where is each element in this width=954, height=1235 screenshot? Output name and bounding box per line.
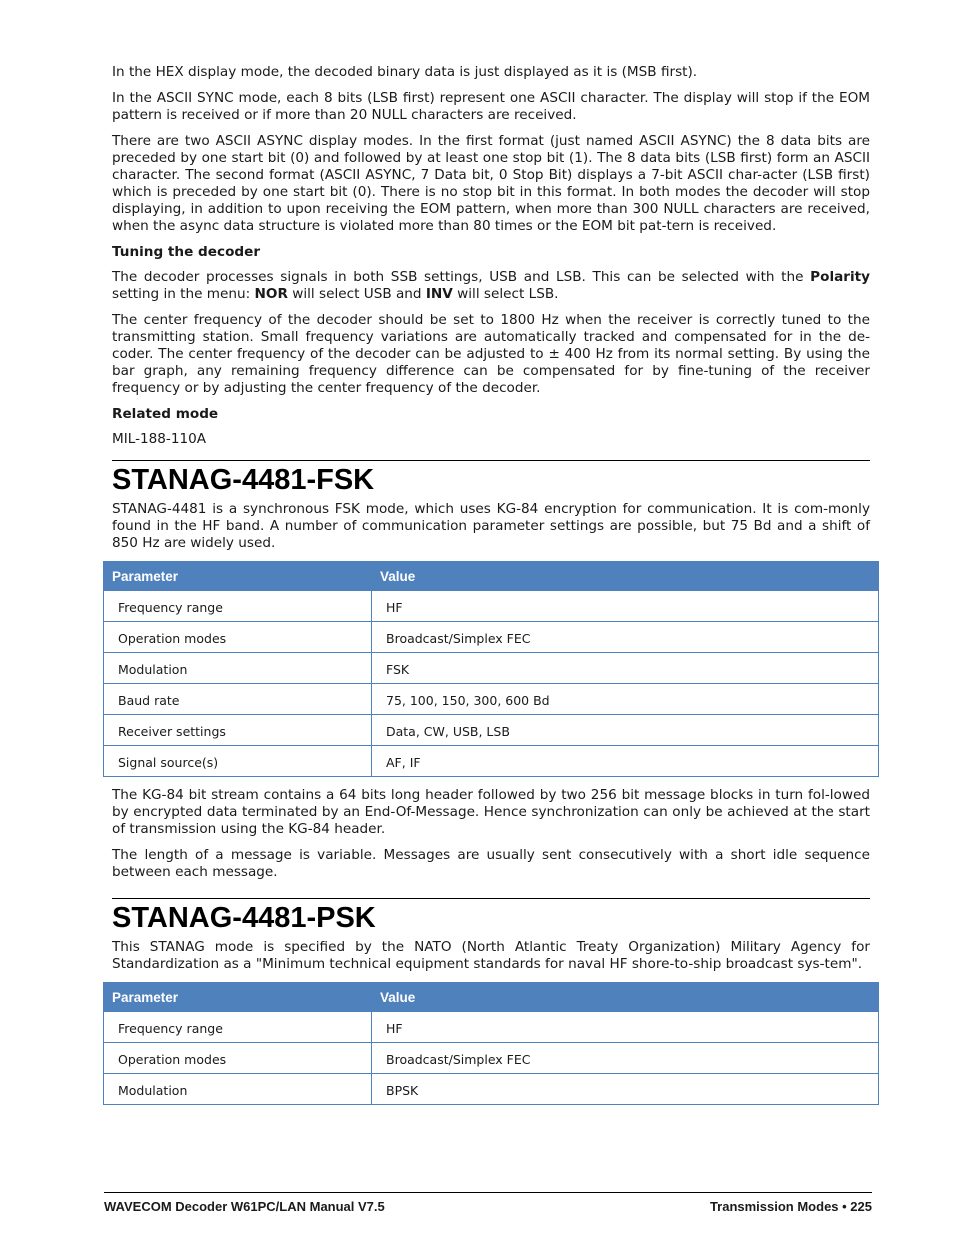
table-row (104, 684, 879, 715)
parameter-cell: Signal source(s) (104, 746, 372, 777)
fsk-message-length-paragraph: The length of a message is variable. Messages are usually sent consecutively with a short idle sequence between each message. (112, 847, 870, 880)
column-header-parameter: Parameter (104, 983, 372, 1012)
section-divider (112, 898, 870, 899)
parameter-cell: Frequency range (104, 591, 372, 622)
parameter-cell: Receiver settings (104, 715, 372, 746)
value-cell: 75, 100, 150, 300, 600 Bd (372, 684, 879, 715)
table-header-row (104, 983, 879, 1012)
related-mode-text: MIL-188-110A (112, 431, 207, 447)
polarity-term: Polarity (810, 269, 870, 285)
value-cell: BPSK (372, 1074, 879, 1105)
value-cell: Broadcast/Simplex FEC (372, 622, 879, 653)
parameter-cell: Operation modes (104, 1043, 372, 1074)
value-cell: FSK (372, 653, 879, 684)
section-title-psk: STANAG-4481-PSK (112, 902, 376, 934)
footer-section-page-number: Transmission Modes • 225 (709, 1199, 872, 1214)
ascii-sync-paragraph: In the ASCII SYNC mode, each 8 bits (LSB first) represent one ASCII character. The display will stop if the EOM pattern is received or if more than 20 NULL characters are received. (112, 90, 870, 123)
fsk-parameter-table (103, 561, 879, 777)
value-cell: HF (372, 1012, 879, 1043)
fsk-intro-paragraph: STANAG-4481 is a synchronous FSK mode, which uses KG-84 encryption for communication. It is com-monly found in the HF band. A number of communication parameter settings are possible, but 75 Bd and a shift of 850 Hz are widely used. (112, 501, 870, 551)
value-cell: AF, IF (372, 746, 879, 777)
footer-manual-title: WAVECOM Decoder W61PC/LAN Manual V7.5 (104, 1199, 385, 1214)
table-header-row (104, 562, 879, 591)
table-row (104, 622, 879, 653)
parameter-cell: Operation modes (104, 622, 372, 653)
page-content (112, 64, 870, 1105)
table-row (104, 1043, 879, 1074)
ascii-async-paragraph: There are two ASCII ASYNC display modes. In the first format (just named ASCII ASYNC) the 8 data bits are preceded by one start bit (0) and followed by at least one stop bit (1). The 8 data bits (LSB first) form an ASCII character. The second format (ASCII ASYNC, 7 Data bit, 0 Stop Bit) displays a 7-bit ASCII char-acter (LSB first) which is preceded by one start bit (0). There is no stop bit in this format. In both modes the decoder will stop displaying, in addition to upon receiving the EOM pattern, when more than 300 NULL characters are received, when the async data structure is violated more than 80 times or the EOM bit pat-tern is received. (112, 133, 870, 234)
fsk-kg84-paragraph: The KG-84 bit stream contains a 64 bits long header followed by two 256 bit message blocks in turn fol-lowed by encrypted data terminated by an End-Of-Message. Hence synchronization can only be achieved at the start of transmission using the KG-84 header. (112, 787, 870, 837)
value-cell: Data, CW, USB, LSB (372, 715, 879, 746)
table-row (104, 1074, 879, 1105)
inv-term: INV (425, 286, 453, 302)
psk-parameter-table (103, 982, 879, 1105)
column-header-value: Value (372, 562, 879, 591)
tuning-paragraph-1: The decoder processes signals in both SSB settings, USB and LSB. This can be selected with the Polarity setting in the menu: NOR will select USB and INV will select LSB. (112, 269, 870, 302)
value-cell: Broadcast/Simplex FEC (372, 1043, 879, 1074)
section-divider (112, 460, 870, 461)
psk-intro-paragraph: This STANAG mode is specified by the NATO (North Atlantic Treaty Organization) Military Agency for Standardization as a "Minimum technical equipment standards for naval HF shore-to-ship broadcast sys-tem". (112, 939, 870, 972)
hex-mode-paragraph: In the HEX display mode, the decoded binary data is just displayed as it is (MSB first). (112, 64, 698, 80)
tuning-heading: Tuning the decoder (112, 244, 261, 260)
parameter-cell: Frequency range (104, 1012, 372, 1043)
tuning-paragraph-2: The center frequency of the decoder should be set to 1800 Hz when the receiver is correctly tuned to the transmitting station. Small frequency variations are automatically tracked and compensated for in the de-coder. The center frequency of the decoder can be adjusted to ± 400 Hz from its normal setting. By using the bar graph, any remaining frequency difference can be compensated for by fine-tuning of the receiver frequency or by adjusting the center frequency of the decoder. (112, 312, 870, 396)
related-mode-heading: Related mode (112, 406, 219, 422)
table-row (104, 715, 879, 746)
nor-term: NOR (254, 286, 288, 302)
value-cell: HF (372, 591, 879, 622)
table-row (104, 746, 879, 777)
table-row (104, 653, 879, 684)
parameter-cell: Modulation (104, 1074, 372, 1105)
section-title-fsk: STANAG-4481-FSK (112, 464, 375, 496)
column-header-value: Value (372, 983, 879, 1012)
parameter-cell: Baud rate (104, 684, 372, 715)
table-row (104, 1012, 879, 1043)
page-footer (104, 1192, 872, 1214)
table-row (104, 591, 879, 622)
parameter-cell: Modulation (104, 653, 372, 684)
column-header-parameter: Parameter (104, 562, 372, 591)
